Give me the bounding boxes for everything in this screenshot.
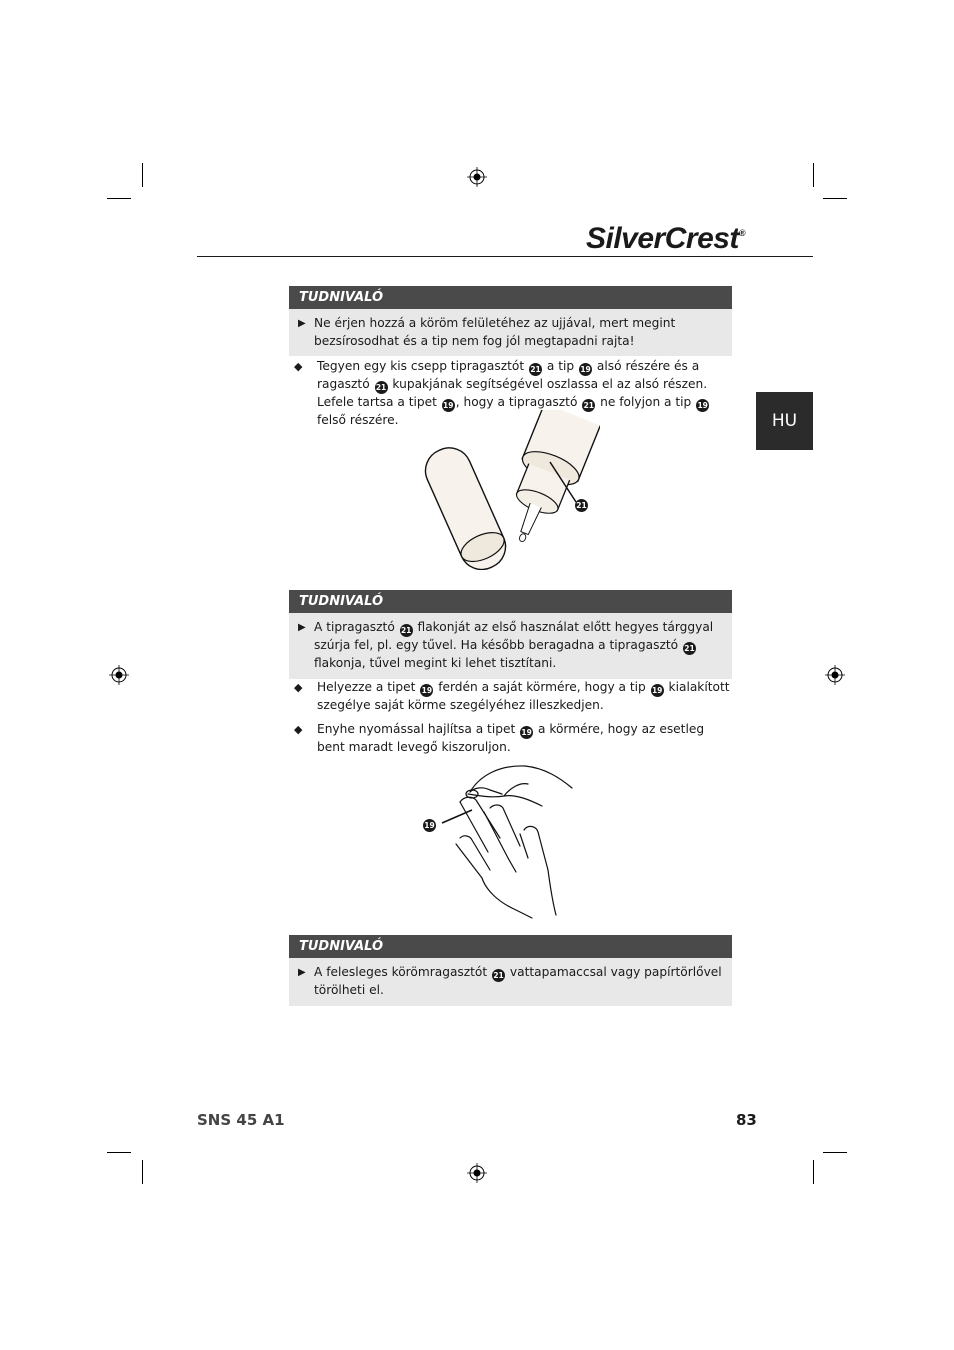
text-segment: , hogy a tipragasztó	[455, 395, 582, 409]
text-segment: flakonja, tűvel megint ki lehet tisztítani.	[314, 656, 557, 670]
note-text	[289, 613, 732, 679]
registration-mark-icon	[467, 167, 487, 187]
text-segment: Enyhe nyomással hajlítsa a tipet	[317, 722, 520, 736]
reference-number: 21	[375, 383, 387, 392]
callout-number: 19	[424, 821, 435, 830]
text-segment: a tip	[543, 359, 579, 373]
reference-number: 19	[521, 728, 532, 737]
text-segment: Helyezze a tipet	[317, 680, 420, 694]
crop-mark	[142, 1160, 143, 1184]
diamond-bullet-icon: ◆	[294, 723, 303, 736]
note-text	[289, 958, 732, 1006]
registration-mark-icon	[467, 1163, 487, 1183]
text-segment: kupakjának segítségével oszlassa el az alsó részen. Lefele tartsa a tipet	[317, 377, 708, 409]
text-segment: a körmére, hogy az esetleg bent maradt levegő kiszoruljon.	[317, 722, 705, 754]
text-segment: felső részére.	[317, 413, 399, 427]
brand-logo: SilverCrest®	[586, 222, 746, 255]
reference-number: 21	[530, 365, 541, 374]
page-number: 83	[736, 1111, 757, 1129]
header-rule	[197, 256, 813, 257]
crop-mark	[813, 1160, 814, 1184]
registration-mark-icon	[825, 665, 845, 685]
hands-applying-tip-illustration	[420, 760, 580, 920]
crop-mark	[142, 163, 143, 187]
triangle-bullet-icon: ▶	[298, 318, 306, 329]
text-segment: alsó részére és a ragasztó	[317, 359, 700, 391]
reference-number: 19	[580, 365, 591, 374]
text-segment: vattapamaccsal vagy papírtörlővel törölheti el.	[314, 965, 722, 997]
diamond-bullet-icon: ◆	[294, 681, 303, 694]
glue-bottle-illustration	[400, 410, 600, 570]
model-number: SNS 45 A1	[197, 1111, 285, 1129]
reference-number: 19	[443, 401, 454, 410]
crop-mark	[823, 198, 847, 199]
note-title: TUDNIVALÓ	[289, 286, 732, 309]
crop-mark	[813, 163, 814, 187]
text-segment: A tipragasztó	[314, 620, 399, 634]
note-box-3	[289, 935, 732, 1006]
triangle-bullet-icon: ▶	[298, 967, 306, 978]
crop-mark	[107, 1152, 131, 1153]
text-segment: Tegyen egy kis csepp tipragasztót	[317, 359, 529, 373]
crop-mark	[107, 198, 131, 199]
callout-number: 21	[576, 501, 587, 510]
reference-number: 21	[684, 644, 695, 653]
note-box-1	[289, 286, 732, 356]
note-text: ▶ Ne érjen hozzá a köröm felületéhez az ujjával, mert megint bezsírosodhat és a tip nem fog jól megtapadni rajta!	[298, 316, 676, 348]
text-segment: flakonját az első használat előtt hegyes tárggyal szúrja fel, pl. egy tűvel. Ha később beragadna a tipragasztó	[314, 620, 714, 652]
step-paragraph-2	[293, 679, 733, 715]
text-segment: ferdén a saját körmére, hogy a tip	[434, 680, 650, 694]
language-tab: HU	[756, 392, 813, 450]
reference-number: 21	[400, 626, 412, 635]
diamond-bullet-icon: ◆	[294, 360, 303, 373]
reference-number: 21	[583, 401, 595, 410]
reference-number: 19	[651, 686, 663, 695]
note-title: TUDNIVALÓ	[289, 935, 732, 958]
text-segment: kialakított szegélye saját körme szegélyéhez illeszkedjen.	[317, 680, 730, 712]
reference-number: 19	[421, 686, 433, 695]
crop-mark	[823, 1152, 847, 1153]
note-title: TUDNIVALÓ	[289, 590, 732, 613]
step-paragraph-3	[293, 721, 733, 757]
text-segment: A felesleges körömragasztót	[314, 965, 492, 979]
text-segment: ne folyjon a tip	[596, 395, 696, 409]
reference-number: 19	[697, 401, 708, 410]
registration-mark-icon	[109, 665, 129, 685]
triangle-bullet-icon: ▶	[298, 622, 306, 633]
reference-number: 21	[493, 971, 504, 980]
note-box-2	[289, 590, 732, 679]
